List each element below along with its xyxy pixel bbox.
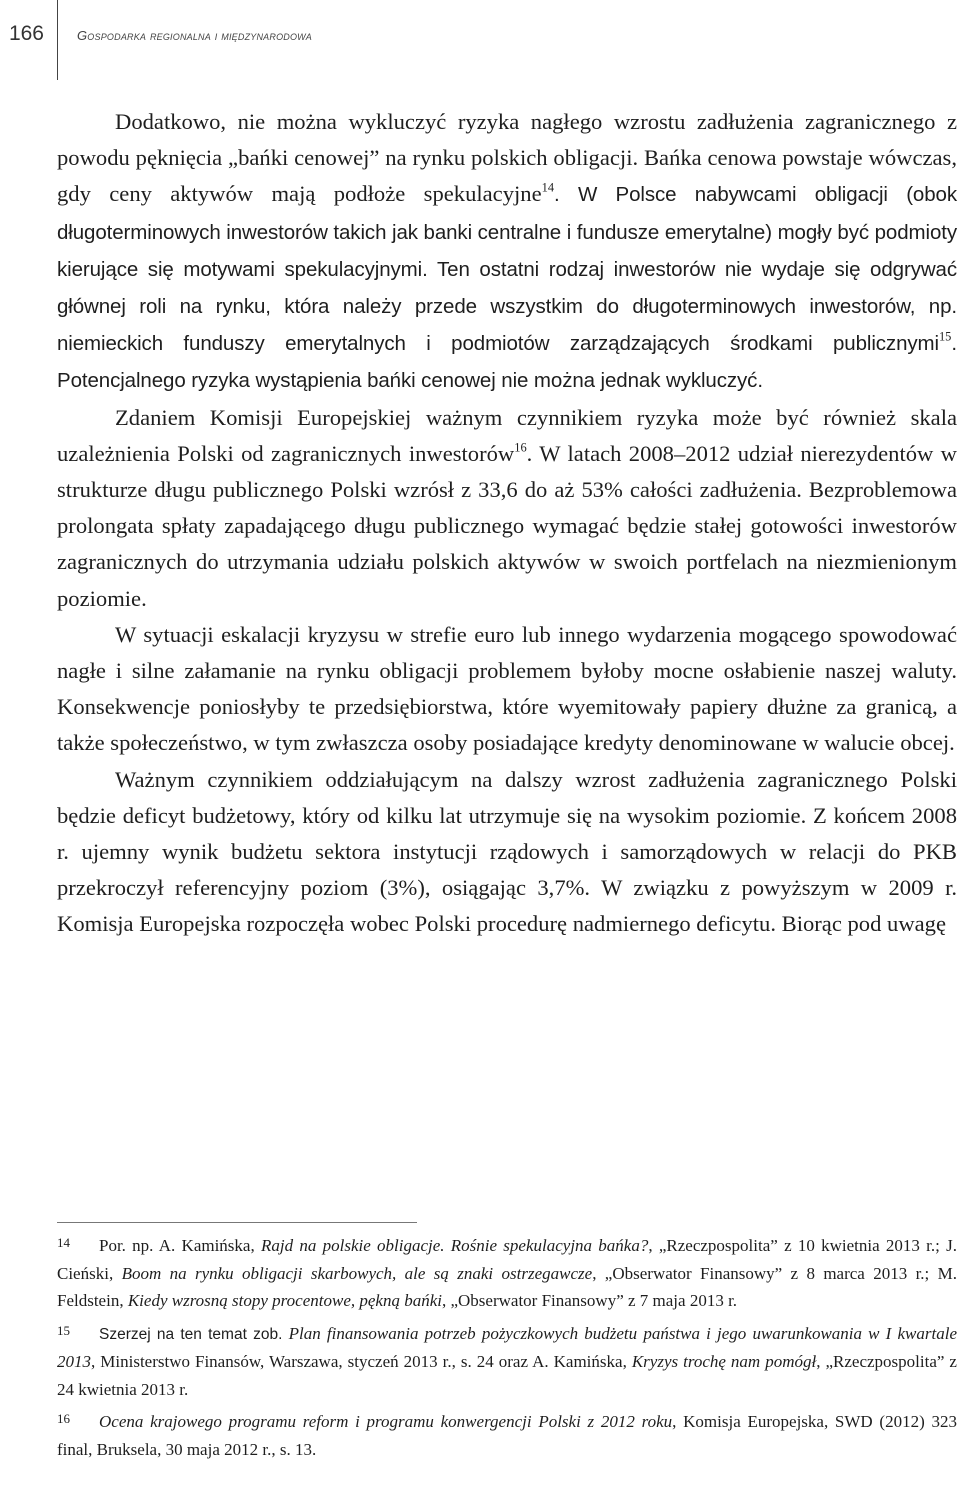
body-text — [57, 104, 957, 943]
paragraph-1-text-a: Dodatkowo, nie można wykluczyć ryzyka nagłego wzrostu zadłużenia zagranicznego z powodu pęknięcia „bańki cenowej” na rynku polskich obligacji. Bańka cenowa powstaje wówczas, gdy ceny aktywów mają podłoże spekulacyjne — [57, 109, 957, 207]
footnote-number: 14 — [57, 1235, 70, 1250]
paragraph-2-text-b: . W latach 2008–2012 udział nierezydentów w strukturze długu publicznego Polski wzrósł z 33,6 do aż 53% całości zadłużenia. Bezproblemowa prolongata spłaty zapadającego długu publicznego wymagać będzie stałej gotowości inwestorów zagranicznych do utrzymania udziału polskich aktywów w swoich portfelach na niezmienionym poziomie. — [57, 440, 958, 611]
footnote-text: Szerzej na ten temat zob. — [99, 1325, 289, 1343]
footnote-text: , „Obserwator Finansowy” z 7 maja 2013 r. — [441, 1291, 738, 1310]
paragraph-1-text-b: . W Polsce nabywcami obligacji (obok długoterminowych inwestorów takich jak banki centralne i fundusze emerytalne) mogły być podmioty kierujące się motywami spekulacyjnymi. Ten ostatni rodzaj inwestorów nie wydaje się odgrywać głównej roli na rynku, która należy przede wszystkim do długoterminowych inwestorów, np. niemieckich funduszy emerytalnych i podmiotów zarządzających środkami publicznymi — [57, 183, 957, 356]
footnote-15 — [57, 1320, 957, 1404]
footnote-title: Plan finansowania potrzeb pożyczkowych budżetu państwa i jego uwarunkowania w I kwartale 2013 — [57, 1323, 957, 1371]
footnote-ref-16[interactable]: 16 — [514, 440, 527, 455]
paragraph-4: Ważnym czynnikiem oddziałującym na dalszy wzrost zadłużenia zagranicznego Polski będzie deficyt budżetowy, który od kilku lat utrzymuje się na wysokim poziomie. Z końcem 2008 r. ujemny wynik budżetu sektora instytucji rządowych i samorządowych w relacji do PKB przekroczył referencyjny poziom (3%), osiągając 3,7%. W związku z powyższym w 2009 r. Komisja Europejska rozpoczęła wobec Polski procedurę nadmiernego deficytu. Biorąc pod uwagę — [57, 766, 957, 937]
footnote-text: Por. np. A. Kamińska, — [99, 1236, 261, 1255]
footnote-number: 16 — [57, 1411, 70, 1426]
paragraph-2 — [57, 400, 957, 617]
footnote-title: Boom na rynku obligacji skarbowych, ale są znaki ostrzegawcze — [121, 1263, 593, 1283]
footnote-14 — [57, 1232, 957, 1315]
footnote-number: 15 — [57, 1322, 70, 1338]
running-title: Gospodarka regionalna i międzynarodowa — [77, 28, 312, 43]
paragraph-2-text-a: Zdaniem Komisji Europejskiej ważnym czynnikiem ryzyka może być również skala uzależnienia Polski od zagranicznych inwestorów — [57, 404, 957, 466]
footnote-text: , Komisja Europejska, SWD (2012) 323 final, Bruksela, 30 maja 2012 r., s. 13. — [57, 1412, 957, 1459]
footnote-text: , „Obserwator Finansowy” z 8 marca 2013 r.; M. Feldstein, — [57, 1263, 957, 1310]
footnote-ref-15[interactable]: 15 — [938, 329, 952, 344]
footnote-title: Rajd na polskie obligacje. Rośnie spekulacyjna bańka? — [260, 1236, 649, 1255]
footnotes — [57, 1232, 957, 1468]
page-number: 166 — [8, 22, 44, 45]
footnote-title: Kiedy wzrosną stopy procentowe, pękną bańki — [127, 1291, 442, 1310]
footnote-divider — [57, 1222, 417, 1223]
header-divider — [57, 0, 58, 80]
paragraph-3: W sytuacji eskalacji kryzysu w strefie euro lub innego wydarzenia mogącego spowodować nagłe i silne załamanie na rynku obligacji problemem byłoby mocne osłabienie naszej waluty. Konsekwencje poniosłyby te przedsiębiorstwa, które wyemitowały papiery dłużne za granicą, a także społeczeństwo, w tym zwłaszcza osoby posiadające kredyty denominowane w walucie obcej. — [57, 621, 957, 756]
footnote-text: , „Rzeczpospolita” z 24 kwietnia 2013 r. — [57, 1352, 957, 1399]
paragraph-1 — [57, 104, 957, 400]
footnote-ref-14[interactable]: 14 — [541, 181, 555, 196]
page-header — [0, 0, 960, 80]
footnote-16 — [57, 1408, 957, 1463]
footnote-title: Ocena krajowego programu reform i programu konwergencji Polski z 2012 roku — [99, 1412, 673, 1431]
footnote-text: , „Rzeczpospolita” z 10 kwietnia 2013 r.; J. Cieński, — [57, 1236, 957, 1283]
paragraph-1-text-c: . Potencjalnego ryzyka wystąpienia bańki cenowej nie można jednak wykluczyć. — [57, 332, 957, 393]
footnote-title: Kryzys trochę nam pomógł — [631, 1352, 817, 1371]
footnote-text: , Ministerstwo Finansów, Warszawa, styczeń 2013 r., s. 24 oraz A. Kamińska, — [91, 1352, 632, 1371]
